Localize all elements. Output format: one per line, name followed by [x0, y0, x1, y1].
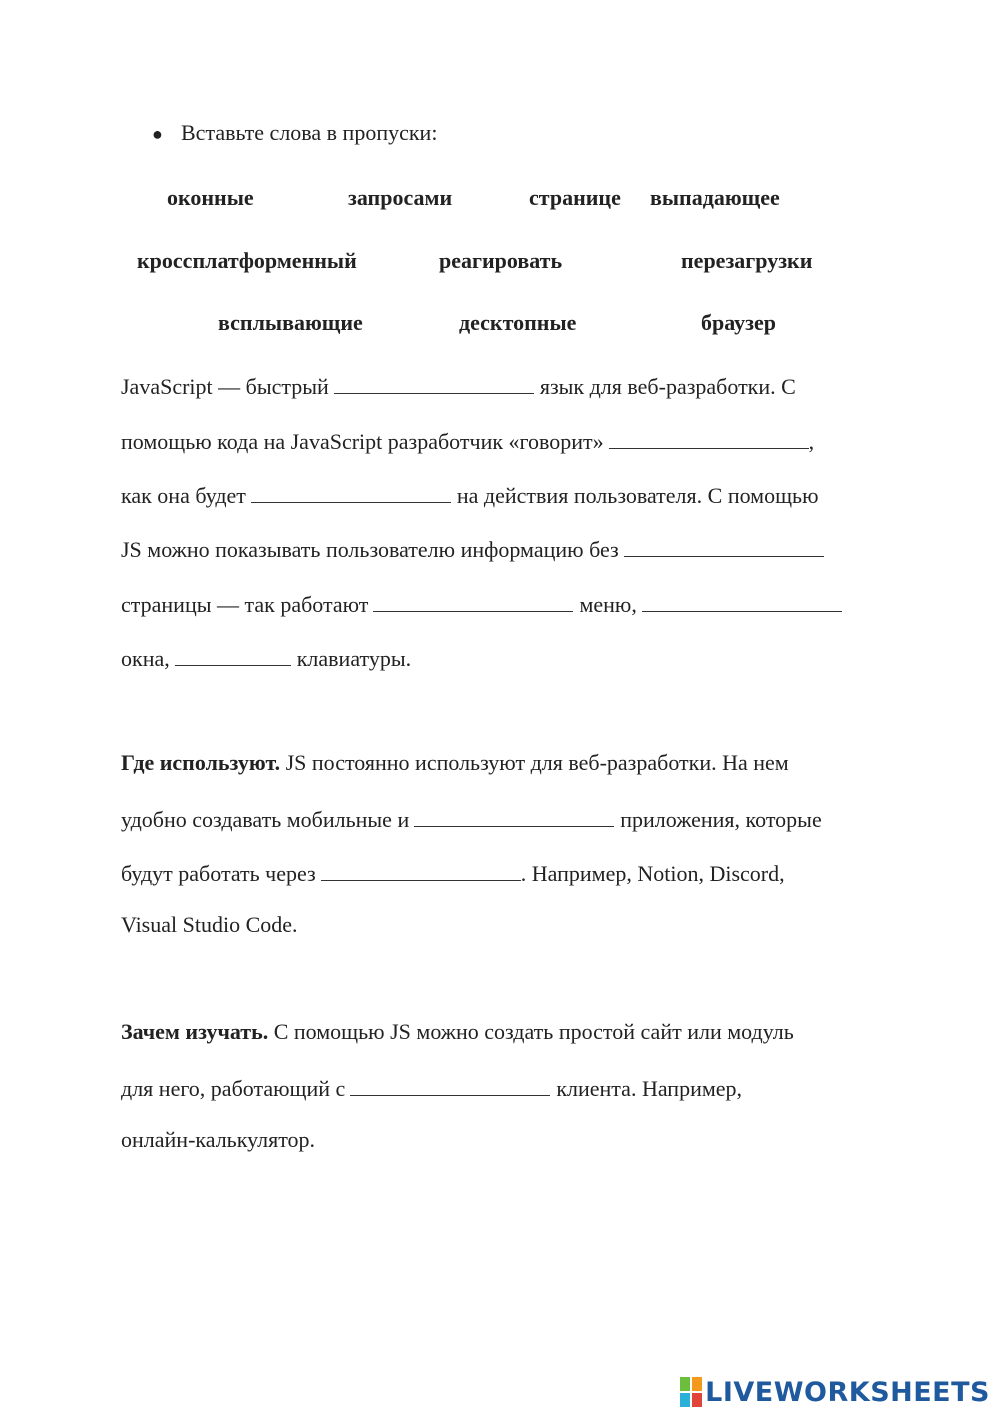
- text: будут работать через: [121, 861, 316, 886]
- text: меню,: [579, 592, 637, 617]
- paragraph1-line: [121, 480, 819, 509]
- text: окна,: [121, 646, 170, 671]
- paragraph3-line: [121, 1127, 315, 1153]
- word-bank-item: оконные: [167, 185, 254, 210]
- liveworksheets-logo: [680, 1374, 990, 1410]
- bullet: ●: [152, 124, 163, 144]
- text: клиента. Например,: [556, 1076, 743, 1101]
- logo-text: LIVEWORKSHEETS: [705, 1376, 990, 1408]
- blank-input[interactable]: [373, 589, 573, 612]
- paragraph1-line: [121, 643, 411, 672]
- section-heading: Зачем изучать.: [121, 1019, 269, 1044]
- paragraph1-line: [121, 589, 848, 618]
- text: на действия пользователя. С помощью: [456, 483, 819, 508]
- text: помощью кода на JavaScript разработчик «говорит»: [121, 429, 604, 454]
- word-bank-item: браузер: [701, 310, 776, 335]
- blank-input[interactable]: [251, 480, 451, 503]
- text: онлайн-калькулятор.: [121, 1127, 316, 1152]
- blank-input[interactable]: [642, 589, 842, 612]
- text: клавиатуры.: [296, 646, 412, 671]
- section-heading: Где используют.: [121, 750, 281, 775]
- text: язык для веб-разработки. С: [539, 374, 796, 399]
- text: удобно создавать мобильные и: [121, 807, 410, 832]
- paragraph2-line: [121, 804, 822, 833]
- text: для него, работающий с: [121, 1076, 346, 1101]
- blank-input[interactable]: [624, 534, 824, 557]
- word-bank-item: перезагрузки: [681, 248, 813, 273]
- text: JS постоянно используют для веб-разработки. На нем: [285, 750, 789, 775]
- paragraph2-line: [121, 858, 785, 887]
- paragraph3-line: [121, 1073, 742, 1102]
- paragraph1-line: [121, 371, 796, 400]
- blank-input[interactable]: [414, 804, 614, 827]
- blank-input[interactable]: [334, 371, 534, 394]
- word-bank-item: странице: [529, 185, 621, 210]
- text: JavaScript — быстрый: [121, 374, 329, 399]
- blank-input[interactable]: [609, 426, 809, 449]
- paragraph2-line: [121, 750, 789, 776]
- instruction-text: Вставьте слова в пропуски:: [181, 120, 438, 145]
- text: страницы — так работают: [121, 592, 369, 617]
- text: как она будет: [121, 483, 246, 508]
- text: ,: [808, 429, 815, 454]
- word-bank-item: выпадающее: [650, 185, 780, 210]
- text: . Например, Notion, Discord,: [520, 861, 785, 886]
- blank-input[interactable]: [321, 858, 521, 881]
- paragraph2-line: [121, 912, 298, 938]
- word-bank-item: всплывающие: [218, 310, 363, 335]
- text: С помощью JS можно создать простой сайт или модуль: [273, 1019, 794, 1044]
- paragraph3-line: [121, 1019, 794, 1045]
- word-bank-item: запросами: [348, 185, 453, 210]
- instruction: [152, 120, 437, 146]
- blank-input[interactable]: [350, 1073, 550, 1096]
- text: JS можно показывать пользователю информацию без: [121, 537, 619, 562]
- text: Visual Studio Code.: [121, 912, 298, 937]
- paragraph1-line: [121, 426, 814, 455]
- text: приложения, которые: [620, 807, 822, 832]
- word-bank-item: десктопные: [459, 310, 577, 335]
- paragraph1-line: [121, 534, 830, 563]
- blank-input[interactable]: [175, 643, 291, 666]
- liveworksheets-icon: [680, 1377, 702, 1407]
- word-bank-item: реагировать: [439, 248, 563, 273]
- word-bank-item: кроссплатформенный: [137, 248, 357, 273]
